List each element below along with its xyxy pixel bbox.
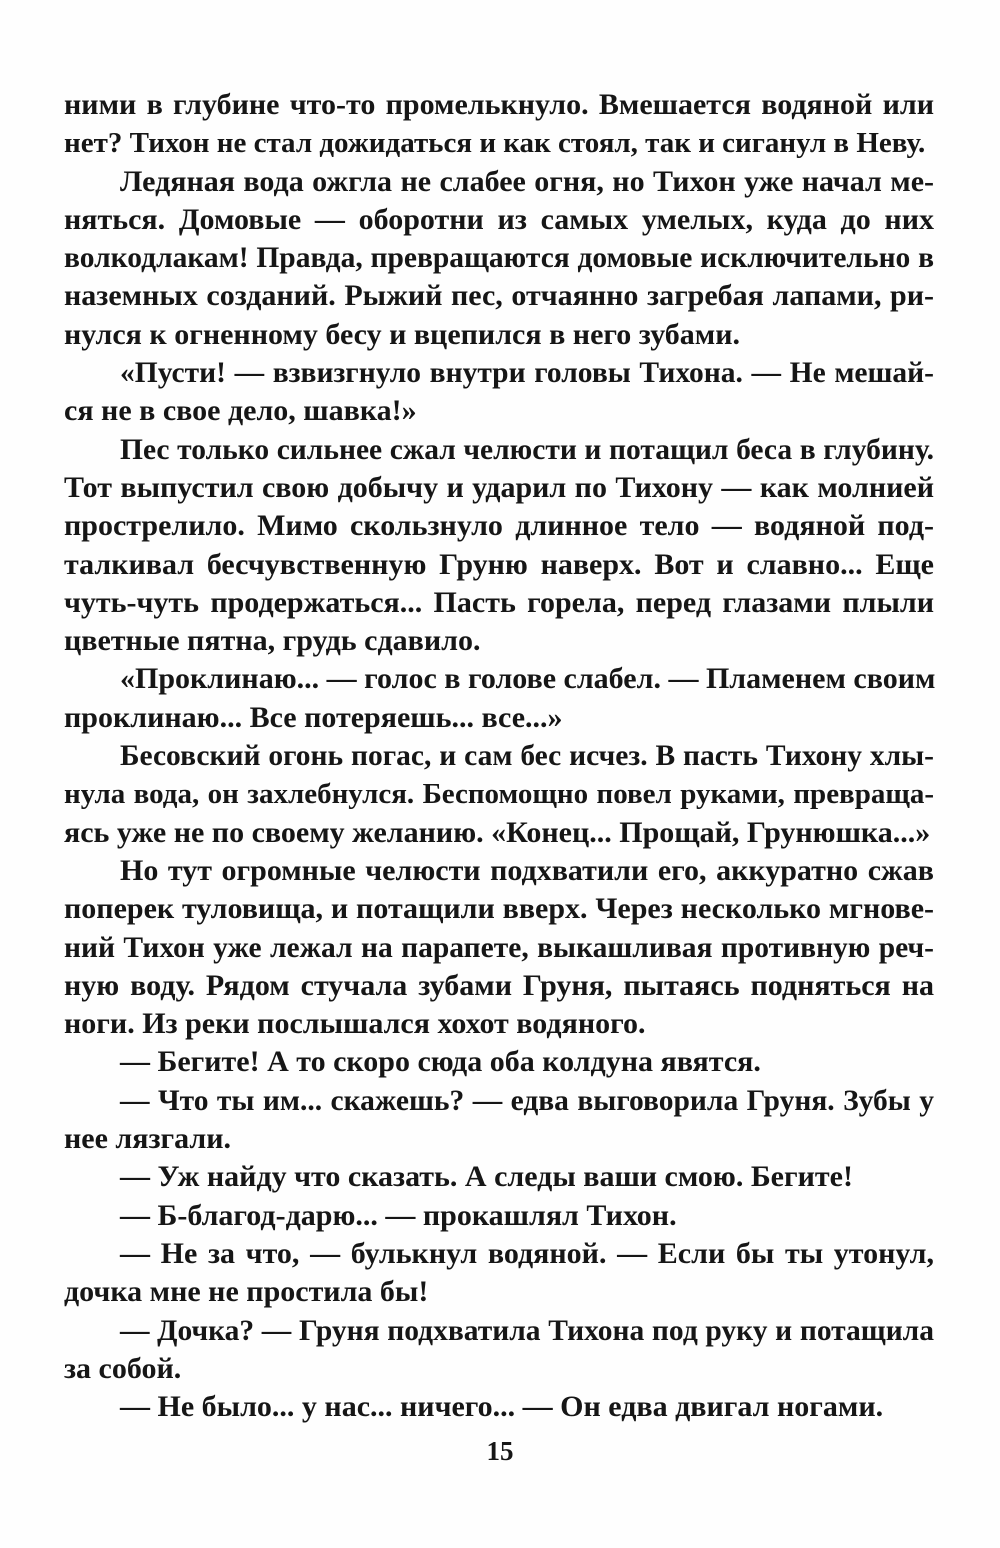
text-line: поперек туловища, и потащили вверх. Через несколько мгнове- (64, 892, 934, 926)
page-number: 15 (486, 1436, 514, 1466)
text-line: Пес только сильнее сжал челюсти и потащил беса в глубину. (120, 433, 934, 466)
text-line: ними в глубине что-то промелькнуло. Вмешается водяной или (64, 88, 934, 121)
text-line: нула вода, он захлебнулся. Беспомощно повел руками, превраща- (64, 778, 934, 811)
text-line: ноги. Из реки послышался хохот водяного. (64, 1007, 646, 1041)
text-line: ясь уже не по своему желанию. «Конец... Прощай, Грунюшка...» (64, 815, 931, 849)
text-line: чуть-чуть продержаться... Пасть горела, перед глазами плыли (64, 585, 934, 619)
text-line: «Пусти! — взвизгнуло внутри головы Тихона. — Не мешай- (120, 357, 934, 390)
text-line: Но тут огромные челюсти подхватили его, аккуратно сжав (120, 853, 934, 887)
text-line: — Дочка? — Груня подхватила Тихона под руку и потащила (120, 1314, 934, 1347)
text-line: ний Тихон уже лежал на парапете, выкашливая противную реч- (64, 931, 934, 964)
text-line: — Б-благод-дарю... — прокашлял Тихон. (120, 1198, 677, 1232)
text-line: Ледяная вода ожгла не слабее огня, но Тихон уже начал ме- (120, 164, 934, 198)
text-line: Тот выпустил свою добычу и ударил по Тихону — как молнией (64, 470, 934, 504)
text-line: дочка мне не простила бы! (64, 1275, 429, 1309)
text-line: ся не в свое дело, шавка!» (64, 394, 417, 428)
text-line: — Не было... у нас... ничего... — Он едва двигал ногами. (120, 1390, 884, 1424)
text-line: — Что ты им... скажешь? — едва выговорила Груня. Зубы у (120, 1084, 934, 1117)
text-line: проклинаю... Все потеряешь... все...» (64, 700, 563, 734)
text-line: нее лязгали. (64, 1122, 232, 1156)
text-line: — Бегите! А то скоро сюда оба колдуна явятся. (120, 1045, 761, 1079)
text-line: прострелило. Мимо скользнуло длинное тело — водяной под- (64, 509, 934, 543)
text-line: нулся к огненному бесу и вцепился в него зубами. (64, 317, 741, 351)
text-line: талкивал бесчувственную Груню наверх. Вот и славно... Еще (64, 547, 934, 581)
text-line: — Не за что, — булькнул водяной. — Если бы ты утонул, (120, 1236, 934, 1270)
text-line: волкодлакам! Правда, превращаются домовые исключительно в (64, 242, 934, 275)
text-line: за собой. (64, 1351, 182, 1385)
text-line: Бесовский огонь погас, и сам бес исчез. В пасть Тихону хлы- (120, 740, 934, 773)
text-line: цветные пятна, грудь сдавило. (64, 624, 481, 658)
text-line: нет? Тихон не стал дожидаться и как стоял, так и сиганул в Неву. (64, 127, 926, 160)
text-line: «Проклинаю... — голос в голове слабел. — Пламенем своим (120, 662, 936, 696)
text-line: наземных созданий. Рыжий пес, отчаянно загребая лапами, ри- (64, 279, 934, 313)
text-line: — Уж найду что сказать. А следы ваши смою. Бегите! (120, 1160, 853, 1194)
body-text (64, 86, 934, 1426)
text-line: ную воду. Рядом стучала зубами Груня, пытаясь подняться на (64, 968, 934, 1002)
text-line: няться. Домовые — оборотни из самых умелых, куда до них (64, 202, 934, 236)
